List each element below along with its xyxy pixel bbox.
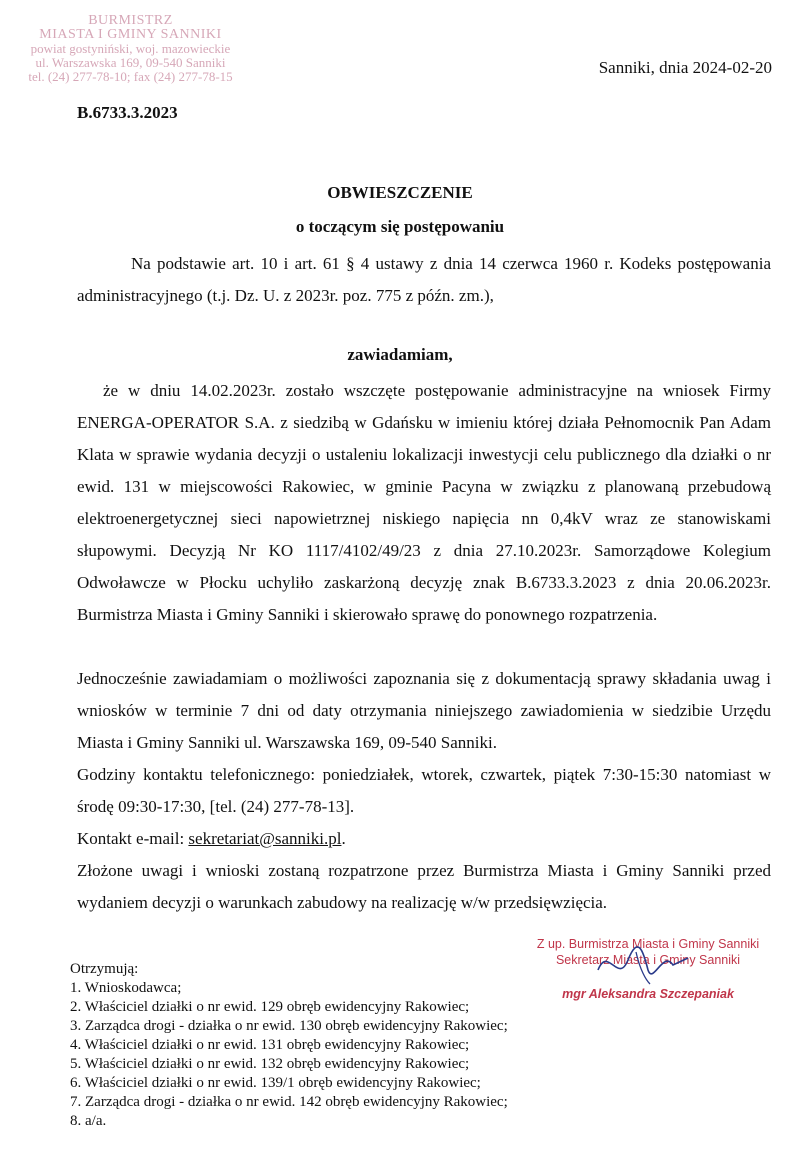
list-item: 3. Zarządca drogi - działka o nr ewid. 130 obręb ewidencyjny Rakowiec; <box>70 1018 508 1034</box>
signature-line-1: Z up. Burmistrza Miasta i Gminy Sanniki <box>536 937 760 951</box>
list-item: 6. Właściciel działki o nr ewid. 139/1 obręb ewidencyjny Rakowiec; <box>70 1075 481 1091</box>
stamp-line-4: ul. Warszawska 169, 09-540 Sanniki <box>35 55 226 70</box>
notify-heading: zawiadamiam, <box>347 345 453 364</box>
email-end: . <box>341 829 346 848</box>
document-subtitle: o toczącym się postępowaniu <box>295 217 505 236</box>
email-label: Kontakt e-mail: <box>77 829 189 848</box>
recipients-block <box>70 960 508 1131</box>
list-item: 4. Właściciel działki o nr ewid. 131 obręb ewidencyjny Rakowiec; <box>70 1037 470 1053</box>
recipients-list <box>70 979 508 1131</box>
document-title: OBWIESZCZENIE <box>327 183 473 202</box>
email-link[interactable]: sekretariat@sanniki.pl <box>188 829 342 848</box>
phone-hours-paragraph: Godziny kontaktu telefonicznego: poniedziałek, wtorek, czwartek, piątek 7:30-15:30 natomiast w środę 09:30-17:30, [tel. (24) 277-78-13]. <box>77 765 771 816</box>
legal-basis-paragraph: Na podstawie art. 10 i art. 61 § 4 ustawy z dnia 14 czerwca 1960 r. Kodeks postępowania administracyjnego (t.j. Dz. U. z 2023r. poz. 775 z późn. zm.), <box>77 254 771 305</box>
stamp-line-1: BURMISTRZ <box>88 13 173 28</box>
stamp-line-5: tel. (24) 277-78-10; fax (24) 277-78-15 <box>28 69 233 84</box>
inspection-paragraph: Jednocześnie zawiadamiam o możliwości zapoznania się z dokumentacją sprawy składania uwag i wniosków w terminie 7 dni od daty otrzymania niniejszego zawiadomienia w siedzibie Urzędu Miasta i Gminy Sanniki ul. Warszawska 169, 09-540 Sanniki. <box>77 669 771 752</box>
list-item: 5. Właściciel działki o nr ewid. 132 obręb ewidencyjny Rakowiec; <box>70 1056 470 1072</box>
list-item: 8. a/a. <box>70 1113 107 1129</box>
stamp-line-2: MIASTA I GMINY SANNIKI <box>39 27 222 42</box>
proceeding-paragraph: że w dniu 14.02.2023r. zostało wszczęte postępowanie administracyjne na wniosek Firmy ENERGA-OPERATOR S.A. z siedzibą w Gdańsku w imieniu której działa Pełnomocnik Pan Adam Klata w sprawie wydania decyzji o ustaleniu lokalizacji inwestycji celu publicznego dla działki o nr ewid. 131 w miejscowości Rakowiec, w gminie Pacyna w związku z planowaną przebudową elektroenergetycznej sieci napowietrznej niskiego napięcia nn 0,4kV wraz ze stanowiskami słupowymi. Decyzją Nr KO 1117/4102/49/23 z dnia 27.10.2023r. Samorządowe Kolegium Odwoławcze w Płocku uchyliło zaskarżoną decyzję znak B.6733.3.2023 z dnia 20.06.2023r. Burmistrza Miasta i Gminy Sanniki i skierowało sprawę do ponownego rozpatrzenia. <box>77 381 771 624</box>
list-item: 2. Właściciel działki o nr ewid. 129 obręb ewidencyjny Rakowiec; <box>70 999 470 1015</box>
signatory-name: mgr Aleksandra Szczepaniak <box>562 987 734 1001</box>
list-item: 1. Wnioskodawca; <box>70 980 182 996</box>
office-stamp <box>8 14 253 84</box>
closing-paragraph: Złożone uwagi i wnioski zostaną rozpatrzone przez Burmistrza Miasta i Gminy Sanniki przed wydaniem decyzji o warunkach zabudowy na realizację w/w przedsięwzięcia. <box>77 861 771 912</box>
recipients-heading: Otrzymują: <box>70 961 139 977</box>
case-number: B.6733.3.2023 <box>77 103 178 122</box>
signature-stamp <box>528 936 768 1002</box>
place-date: Sanniki, dnia 2024-02-20 <box>598 58 772 77</box>
handwritten-signature-icon <box>588 940 708 990</box>
signature-line-2: Sekretarz Miasta i Gminy Sanniki <box>555 953 741 967</box>
email-contact-paragraph <box>77 823 771 855</box>
stamp-line-3: powiat gostyniński, woj. mazowieckie <box>30 41 231 56</box>
list-item: 7. Zarządca drogi - działka o nr ewid. 142 obręb ewidencyjny Rakowiec; <box>70 1094 508 1110</box>
